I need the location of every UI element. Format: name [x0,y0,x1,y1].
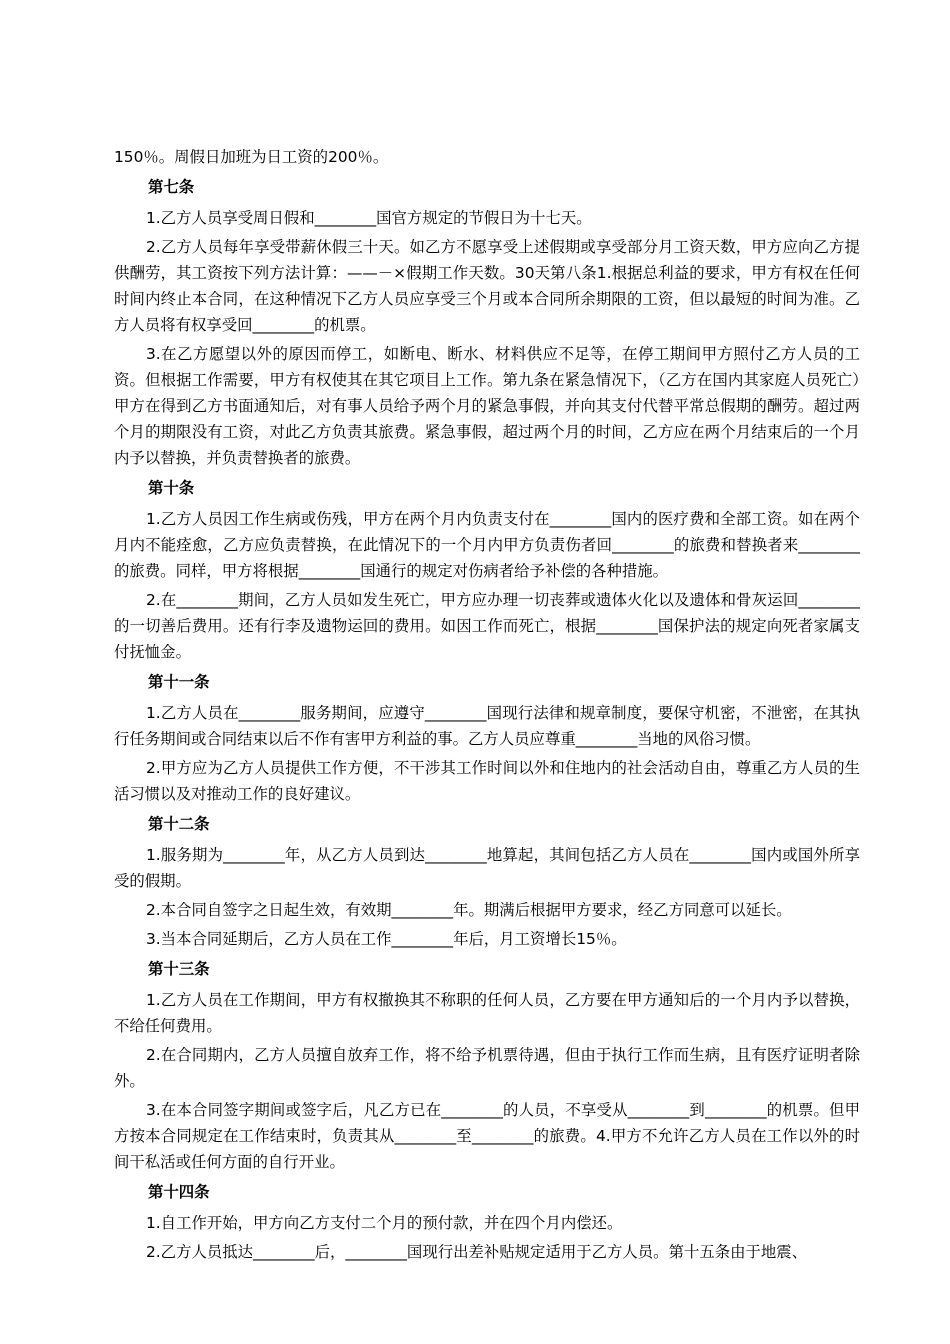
paragraph: 2.在合同期内，乙方人员擅自放弃工作，将不给予机票待遇，但由于执行工作而生病，且有医疗证明者除外。 [114,1046,860,1090]
article-heading: 第十三条 [148,960,210,978]
paragraph: 2.本合同自签字之日起生效，有效期________年。期满后根据甲方要求，经乙方同意可以延长。 [146,901,792,919]
paragraph: 3.在乙方愿望以外的原因而停工，如断电、断水、材料供应不足等，在停工期间甲方照付乙方人员的工资。但根据工作需要，甲方有权使其在其它项目上工作。第九条在紧急情况下，（乙方在国内其家庭人员死亡）甲方在得到乙方书面通知后，对有事人员给予两个月的紧急事假，并向其支付代替平常总假期的酬劳。超过两个月的期限没有工资，对此乙方负责其旅费。紧急事假，超过两个月的时间，乙方应在两个月结束后的一个月内予以替换，并负责替换者的旅费。 [114,345,860,467]
paragraph: 2.甲方应为乙方人员提供工作方便，不干涉其工作时间以外和住地内的社会活动自由，尊重乙方人员的生活习惯以及对推动工作的良好建议。 [114,759,860,803]
paragraph: 1.乙方人员在________服务期间，应遵守________国现行法律和规章制度，要保守机密，不泄密，在其执行任务期间或合同结束以后不作有害甲方利益的事。乙方人员应尊重________当地的风俗习惯。 [114,704,860,748]
article-heading: 第七条 [148,178,195,196]
article-heading: 第十条 [148,479,195,497]
paragraph: 1.自工作开始，甲方向乙方支付二个月的预付款，并在四个月内偿还。 [146,1214,623,1232]
article-heading: 第十四条 [148,1183,210,1201]
paragraph: 1.乙方人员因工作生病或伤残，甲方在两个月内负责支付在________国内的医疗费和全部工资。如在两个月内不能痊愈，乙方应负责替换，在此情况下的一个月内甲方负责伤者回________的旅费和替换者来________的旅费。同样，甲方将根据________国通行的规定对伤病者给予补偿的各种措施。 [114,510,860,580]
paragraph: 150％。周假日加班为日工资的200％。 [114,148,389,166]
paragraph: 1.服务期为________年，从乙方人员到达________地算起，其间包括乙方人员在________国内或国外所享受的假期。 [114,846,860,890]
paragraph: 3.在本合同签字期间或签字后，凡乙方已在________的人员，不享受从________到________的机票。但甲方按本合同规定在工作结束时，负责其从________至________的旅费。4.甲方不允许乙方人员在工作以外的时间干私活或任何方面的自行开业。 [114,1101,860,1171]
paragraph: 2.乙方人员每年享受带薪休假三十天。如乙方不愿享受上述假期或享受部分月工资天数，甲方应向乙方提供酬劳，其工资按下列方法计算：——－×假期工作天数。30天第八条1.根据总利益的要求，甲方有权在任何时间内终止本合同，在这种情况下乙方人员应享受三个月或本合同所余期限的工资，但以最短的时间为准。乙方人员将有权享受回________的机票。 [114,238,860,334]
paragraph: 2.在________期间，乙方人员如发生死亡，甲方应办理一切丧葬或遗体火化以及遗体和骨灰运回________的一切善后费用。还有行李及遗物运回的费用。如因工作而死亡，根据________国保护法的规定向死者家属支付抚恤金。 [114,591,860,661]
article-heading: 第十二条 [148,815,210,833]
article-heading: 第十一条 [148,673,210,691]
paragraph: 1.乙方人员在工作期间，甲方有权撤换其不称职的任何人员，乙方要在甲方通知后的一个月内予以替换，不给任何费用。 [114,991,860,1035]
paragraph: 2.乙方人员抵达________后，________国现行出差补贴规定适用于乙方人员。第十五条由于地震、 [146,1243,808,1261]
paragraph: 1.乙方人员享受周日假和________国官方规定的节假日为十七天。 [146,209,592,227]
paragraph: 3.当本合同延期后，乙方人员在工作________年后，月工资增长15％。 [146,930,627,948]
